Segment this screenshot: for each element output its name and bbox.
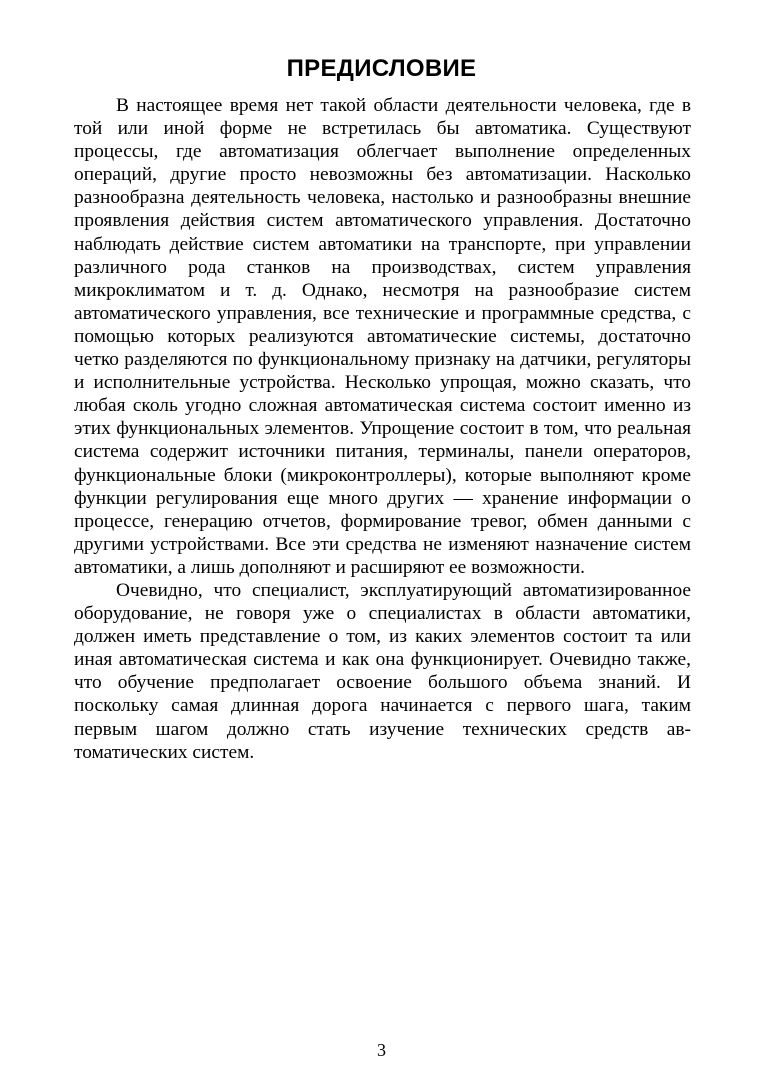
page-title: ПРЕДИСЛОВИЕ — [286, 55, 477, 82]
paragraph-2: Очевидно, что специалист, эксплуатирующий автоматизированное оборудование, не говоря уже о специалистах в области автоматики, должен иметь представление о том, из каких элементов состоит та или иная автоматическая система и как она функционирует. Очевидно также, что обучение предполагает освоение большого объема знаний. И поскольку самая длинная дорога начинается с первого шага, таким первым шагом должно стать изучение технических средств автоматических систем. — [74, 579, 691, 763]
body-text — [74, 94, 691, 764]
paragraph-1: В настоящее время нет такой области деятельности человека, где в той или иной форме не встретилась бы автоматика. Существуют процессы, где автоматизация облегчает выполнение определенных операций, другие просто невозможны без автоматизации. Насколько разнообразна деятельность человека, настолько и разнообразны внешние проявления действия систем автоматического управления. Достаточно наблюдать действие систем автоматики на транспорте, при управлении различного рода станков на производствах, систем управления микроклиматом и т. д. Однако, несмотря на разнообразие систем автоматического управления, все технические и программные средства, с помощью которых реализуются автоматические системы, достаточно четко разделяются по функциональному признаку на датчики, регуляторы и исполнительные устройства. Несколько упрощая, можно сказать, что любая сколь угодно сложная автоматическая система состоит именно из этих функциональных элементов. Упрощение состоит в том, что реальная система содержит источники питания, терминалы, панели операторов, функциональные блоки (микроконтроллеры), которые выполняют кроме функции регулирования еще много других — хранение информации о процессе, генерацию отчетов, формирование тревог, обмен данными с другими устройствами. Все эти средства не изменяют назначение систем автоматики, а лишь дополняют и расширяют ее возможности. — [74, 95, 691, 578]
page-number: 3 — [377, 1040, 386, 1060]
